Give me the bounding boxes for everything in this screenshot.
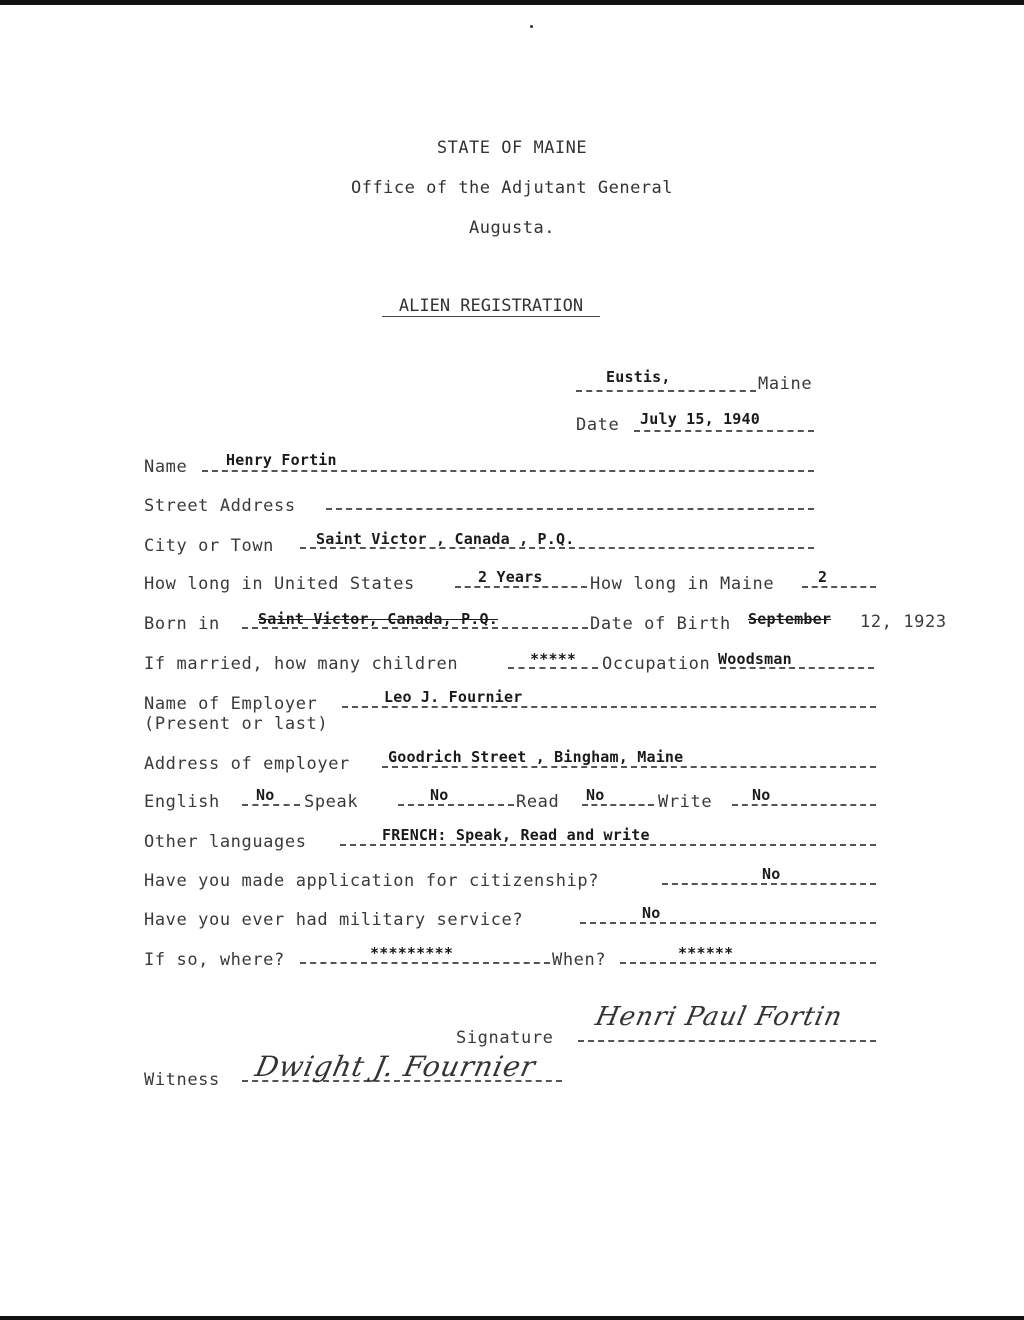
read-rule (582, 804, 654, 806)
signature-label: Signature (456, 1028, 554, 1048)
us-duration-value: 2 Years (478, 568, 543, 586)
us-duration-rule (455, 586, 587, 588)
date-value: July 15, 1940 (640, 410, 760, 428)
dob-day-year: 12, 1923 (860, 612, 947, 632)
place-state: Maine (758, 374, 813, 394)
english-label: English (144, 792, 220, 812)
speak-value: No (430, 786, 449, 804)
when-label: When? (552, 950, 607, 970)
employer-address-label: Address of employer (144, 754, 350, 774)
employer-address-rule (382, 766, 876, 768)
signature-handwriting: Henri Paul Fortin (592, 1002, 846, 1032)
where-rule (300, 962, 550, 964)
write-label: Write (658, 792, 713, 812)
city-label: City or Town (144, 536, 275, 556)
maine-duration-rule (802, 586, 876, 588)
header-office: Office of the Adjutant General (350, 178, 674, 198)
read-value: No (586, 786, 605, 804)
employer-address-value: Goodrich Street , Bingham, Maine (388, 748, 684, 766)
children-value: ***** (530, 650, 577, 668)
place-town: Eustis, (606, 368, 671, 386)
military-value: No (642, 904, 661, 922)
citizenship-rule (662, 883, 876, 885)
when-rule (620, 962, 876, 964)
speak-label: Speak (304, 792, 359, 812)
english-rule (242, 804, 300, 806)
scan-edge-top (0, 0, 1024, 5)
date-label: Date (576, 415, 620, 435)
where-label: If so, where? (144, 950, 285, 970)
form-title: ALIEN REGISTRATION (398, 296, 584, 316)
date-rule (634, 430, 814, 432)
name-value: Henry Fortin (226, 451, 337, 469)
employer-sublabel: (Present or last) (144, 714, 329, 734)
street-label: Street Address (144, 496, 296, 516)
us-duration-label: How long in United States (144, 574, 415, 594)
occupation-label: Occupation (602, 654, 711, 674)
city-value: Saint Victor , Canada , P.Q. (316, 530, 575, 548)
born-value: Saint Victor, Canada, P.Q. (258, 610, 498, 628)
write-value: No (752, 786, 771, 804)
header-city: Augusta. (469, 218, 555, 238)
dob-month: September (748, 610, 832, 628)
born-label: Born in (144, 614, 220, 634)
where-value: ********* (370, 944, 454, 962)
name-label: Name (144, 457, 188, 477)
maine-duration-label: How long in Maine (590, 574, 775, 594)
other-languages-value: FRENCH: Speak, Read and write (382, 826, 650, 844)
witness-label: Witness (144, 1070, 220, 1090)
street-rule (326, 508, 814, 510)
employer-value: Leo J. Fournier (384, 688, 523, 706)
military-label: Have you ever had military service? (144, 910, 524, 930)
maine-duration-value: 2 (818, 568, 828, 586)
scan-edge-bottom (0, 1316, 1024, 1320)
other-languages-label: Other languages (144, 832, 307, 852)
english-value: No (256, 786, 275, 804)
citizenship-value: No (762, 865, 781, 883)
title-underline (382, 316, 600, 317)
signature-rule (578, 1040, 876, 1042)
when-value: ****** (678, 944, 734, 962)
place-rule (576, 390, 756, 392)
employer-rule (342, 706, 876, 708)
dob-label: Date of Birth (590, 614, 731, 634)
header-state: STATE OF MAINE (436, 138, 588, 158)
employer-label: Name of Employer (144, 694, 318, 714)
occupation-value: Woodsman (718, 650, 792, 668)
name-rule (202, 470, 814, 472)
read-label: Read (516, 792, 560, 812)
scan-speck (530, 25, 533, 28)
children-label: If married, how many children (144, 654, 459, 674)
witness-handwriting: Dwight J. Fournier (252, 1050, 539, 1083)
military-rule (580, 922, 876, 924)
other-languages-rule (340, 844, 876, 846)
speak-rule (398, 804, 514, 806)
write-rule (732, 804, 876, 806)
citizenship-label: Have you made application for citizenship? (144, 871, 600, 891)
